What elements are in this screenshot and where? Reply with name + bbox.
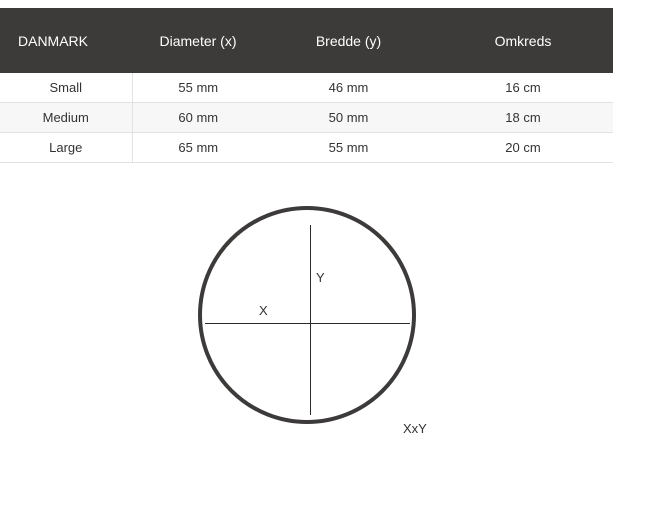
cell-large-bredde: 55 mm [264,133,433,163]
cell-small-omkreds: 16 cm [433,73,613,103]
axis-label-x: X [259,303,268,318]
cell-large-diameter: 65 mm [132,133,264,163]
horizontal-axis-line [205,323,410,324]
table-header-diameter: Diameter (x) [132,8,264,73]
size-table [0,8,613,163]
table-header-bredde: Bredde (y) [264,8,433,73]
row-label-large: Large [0,133,132,163]
row-label-small: Small [0,73,132,103]
cell-medium-bredde: 50 mm [264,103,433,133]
cell-medium-omkreds: 18 cm [433,103,613,133]
table-header [0,8,613,73]
circle-outline-icon [198,206,416,424]
table-header-omkreds: Omkreds [433,8,613,73]
cell-large-omkreds: 20 cm [433,133,613,163]
axis-label-y: Y [316,270,325,285]
row-label-medium: Medium [0,103,132,133]
table-row [0,133,613,163]
cell-small-bredde: 46 mm [264,73,433,103]
table-row [0,103,613,133]
table-header-row [0,8,613,73]
table-body [0,73,613,163]
size-notation-label: XxY [403,421,427,436]
vertical-axis-line [310,225,311,415]
cell-medium-diameter: 60 mm [132,103,264,133]
table-row [0,73,613,103]
measurement-diagram [180,195,460,465]
cell-small-diameter: 55 mm [132,73,264,103]
table-header-country: DANMARK [0,8,132,73]
